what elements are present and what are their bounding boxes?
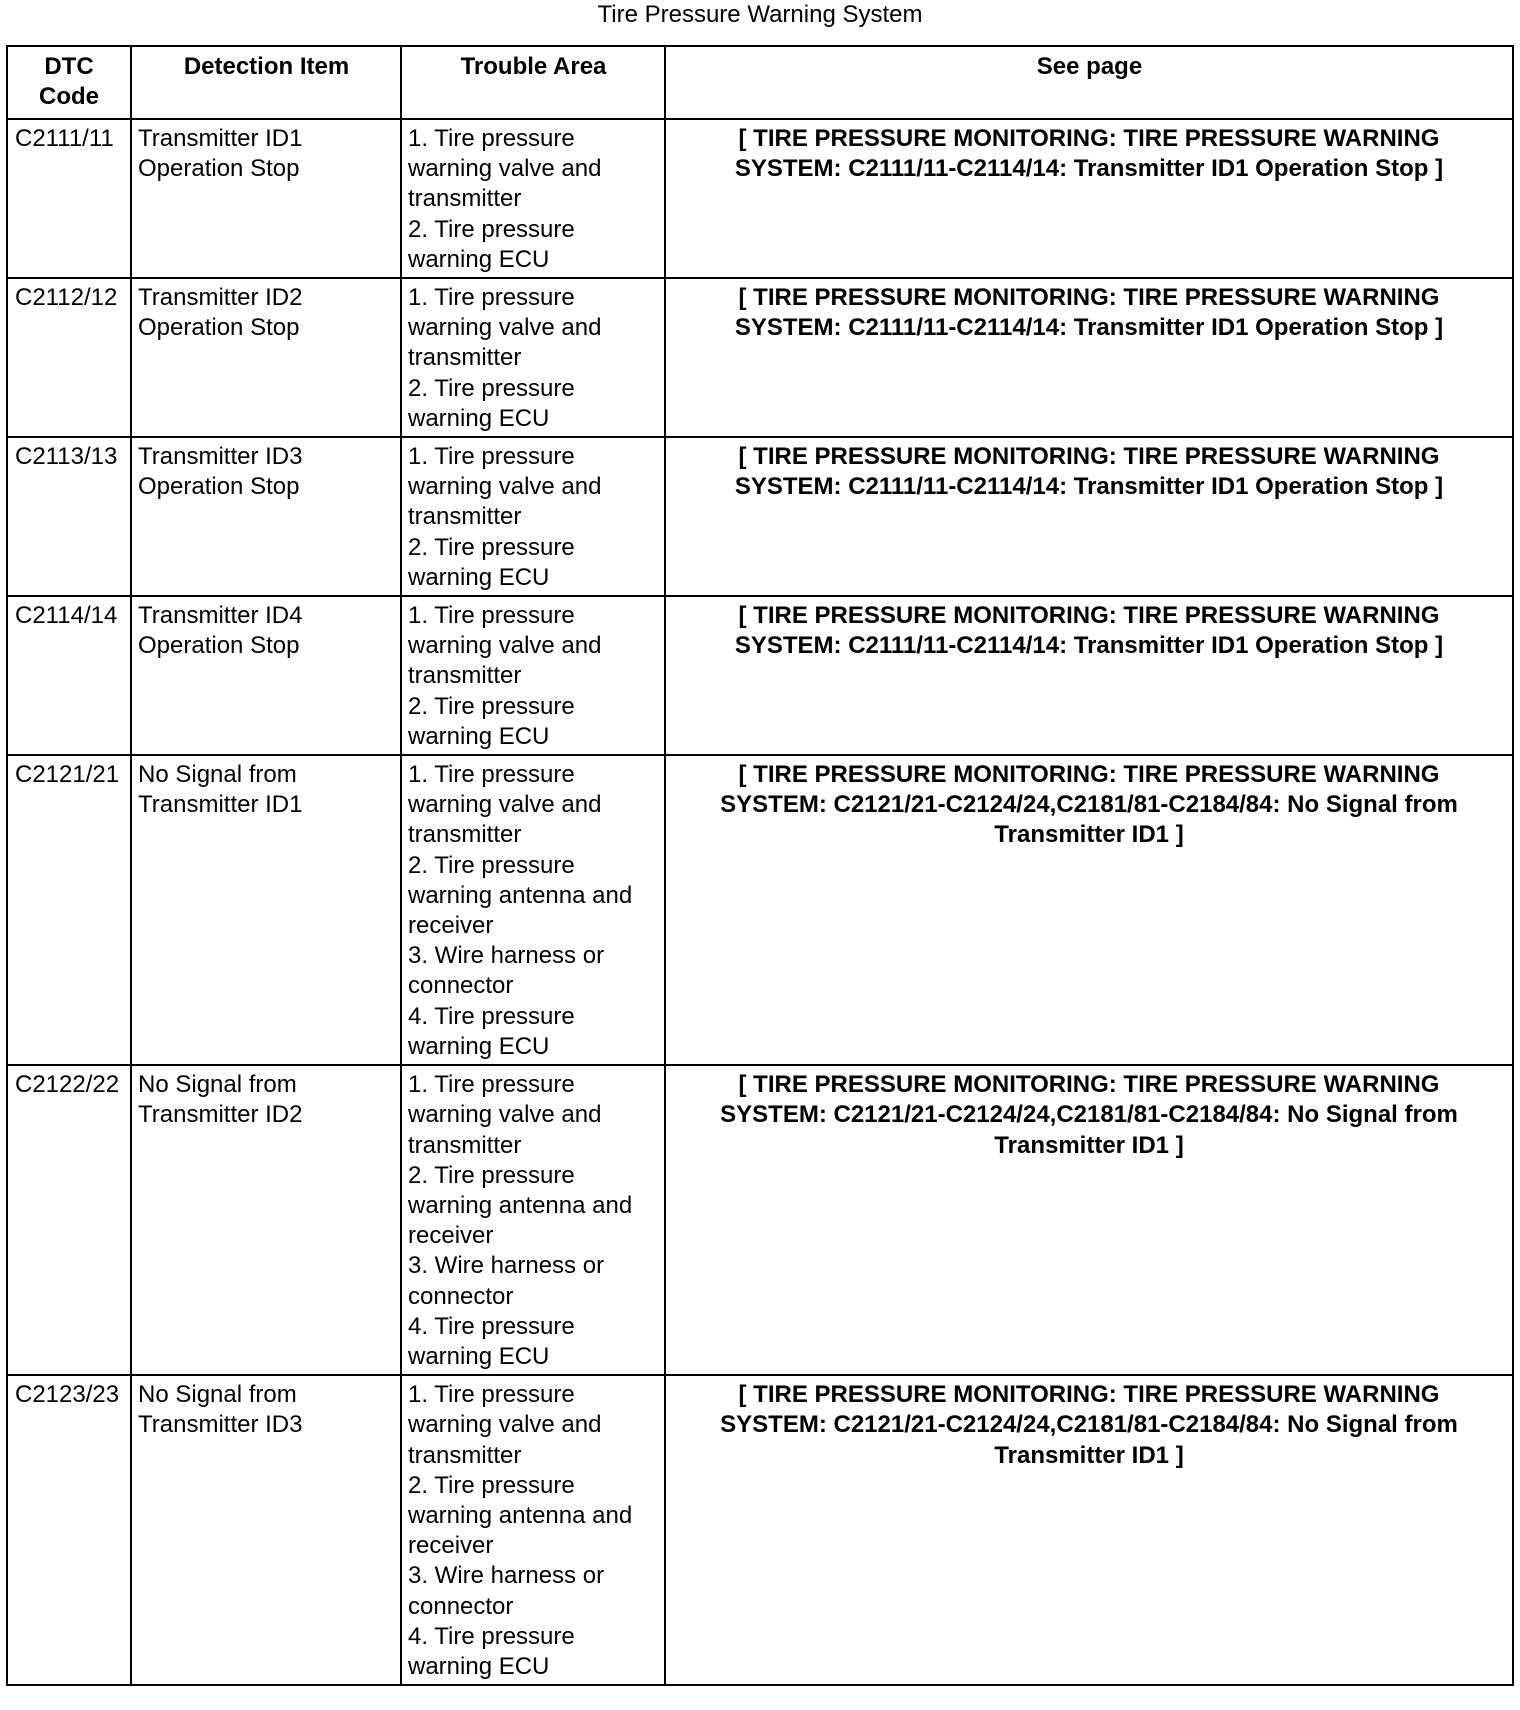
trouble-area-item: 1. Tire pressure warning valve and transmitter	[408, 125, 602, 213]
dtc-code-cell: C2114/14	[7, 596, 131, 755]
detection-item-cell: No Signal from Transmitter ID2	[131, 1065, 401, 1375]
trouble-area-item: 1. Tire pressure warning valve and transmitter	[408, 1071, 602, 1159]
detection-item-cell: Transmitter ID3 Operation Stop	[131, 437, 401, 596]
column-header-see-page: See page	[665, 46, 1513, 119]
trouble-area-item: 4. Tire pressure warning ECU	[408, 1312, 575, 1370]
page-title: Tire Pressure Warning System	[597, 1, 923, 28]
dtc-code-cell: C2123/23	[7, 1375, 131, 1685]
dtc-table	[6, 45, 1514, 1686]
trouble-area-cell	[401, 1375, 665, 1685]
see-page-link[interactable]: [ TIRE PRESSURE MONITORING: TIRE PRESSURE WARNING SYSTEM: C2111/11-C2114/14: Transmitter ID1 Operation Stop ]	[665, 437, 1513, 596]
trouble-area-item: 1. Tire pressure warning valve and transmitter	[408, 1381, 602, 1469]
dtc-code-cell: C2121/21	[7, 755, 131, 1065]
table-row	[7, 755, 1513, 1065]
table-row	[7, 437, 1513, 596]
trouble-area-item: 4. Tire pressure warning ECU	[408, 1002, 575, 1060]
see-page-link[interactable]: [ TIRE PRESSURE MONITORING: TIRE PRESSURE WARNING SYSTEM: C2121/21-C2124/24,C2181/81-C2184/84: No Signal from Transmitter ID1 ]	[665, 755, 1513, 1065]
trouble-area-cell	[401, 1065, 665, 1375]
trouble-area-item: 3. Wire harness or connector	[408, 942, 605, 1000]
trouble-area-item: 2. Tire pressure warning antenna and receiver	[408, 851, 633, 940]
see-page-link[interactable]: [ TIRE PRESSURE MONITORING: TIRE PRESSURE WARNING SYSTEM: C2121/21-C2124/24,C2181/81-C2184/84: No Signal from Transmitter ID1 ]	[665, 1375, 1513, 1685]
dtc-code-cell: C2112/12	[7, 278, 131, 437]
column-header-detection-item: Detection Item	[131, 46, 401, 119]
trouble-area-cell	[401, 119, 665, 278]
detection-item-cell: Transmitter ID4 Operation Stop	[131, 596, 401, 755]
detection-item-cell: Transmitter ID2 Operation Stop	[131, 278, 401, 437]
trouble-area-item: 1. Tire pressure warning valve and transmitter	[408, 761, 602, 849]
table-row	[7, 119, 1513, 278]
table-row	[7, 1065, 1513, 1375]
trouble-area-cell	[401, 437, 665, 596]
trouble-area-item: 3. Wire harness or connector	[408, 1252, 605, 1310]
trouble-area-item: 2. Tire pressure warning ECU	[408, 374, 575, 432]
table-row	[7, 278, 1513, 437]
trouble-area-item: 2. Tire pressure warning ECU	[408, 215, 575, 273]
see-page-link[interactable]: [ TIRE PRESSURE MONITORING: TIRE PRESSURE WARNING SYSTEM: C2111/11-C2114/14: Transmitter ID1 Operation Stop ]	[665, 278, 1513, 437]
detection-item-cell: No Signal from Transmitter ID1	[131, 755, 401, 1065]
table-row	[7, 596, 1513, 755]
trouble-area-cell	[401, 596, 665, 755]
trouble-area-cell	[401, 755, 665, 1065]
trouble-area-item: 1. Tire pressure warning valve and transmitter	[408, 602, 602, 690]
see-page-link[interactable]: [ TIRE PRESSURE MONITORING: TIRE PRESSURE WARNING SYSTEM: C2111/11-C2114/14: Transmitter ID1 Operation Stop ]	[665, 119, 1513, 278]
trouble-area-item: 3. Wire harness or connector	[408, 1562, 605, 1620]
trouble-area-item: 2. Tire pressure warning ECU	[408, 692, 575, 750]
dtc-code-cell: C2122/22	[7, 1065, 131, 1375]
trouble-area-item: 1. Tire pressure warning valve and transmitter	[408, 443, 602, 531]
trouble-area-item: 1. Tire pressure warning valve and transmitter	[408, 284, 602, 372]
table-header-row	[7, 46, 1513, 119]
trouble-area-item: 2. Tire pressure warning antenna and receiver	[408, 1471, 633, 1560]
detection-item-cell: Transmitter ID1 Operation Stop	[131, 119, 401, 278]
column-header-dtc-code: DTC Code	[7, 46, 131, 119]
see-page-link[interactable]: [ TIRE PRESSURE MONITORING: TIRE PRESSURE WARNING SYSTEM: C2111/11-C2114/14: Transmitter ID1 Operation Stop ]	[665, 596, 1513, 755]
trouble-area-item: 2. Tire pressure warning ECU	[408, 533, 575, 591]
column-header-trouble-area: Trouble Area	[401, 46, 665, 119]
trouble-area-cell	[401, 278, 665, 437]
detection-item-cell: No Signal from Transmitter ID3	[131, 1375, 401, 1685]
trouble-area-item: 4. Tire pressure warning ECU	[408, 1622, 575, 1680]
table-row	[7, 1375, 1513, 1685]
dtc-code-cell: C2113/13	[7, 437, 131, 596]
dtc-code-cell: C2111/11	[7, 119, 131, 278]
trouble-area-item: 2. Tire pressure warning antenna and receiver	[408, 1161, 633, 1250]
see-page-link[interactable]: [ TIRE PRESSURE MONITORING: TIRE PRESSURE WARNING SYSTEM: C2121/21-C2124/24,C2181/81-C2184/84: No Signal from Transmitter ID1 ]	[665, 1065, 1513, 1375]
